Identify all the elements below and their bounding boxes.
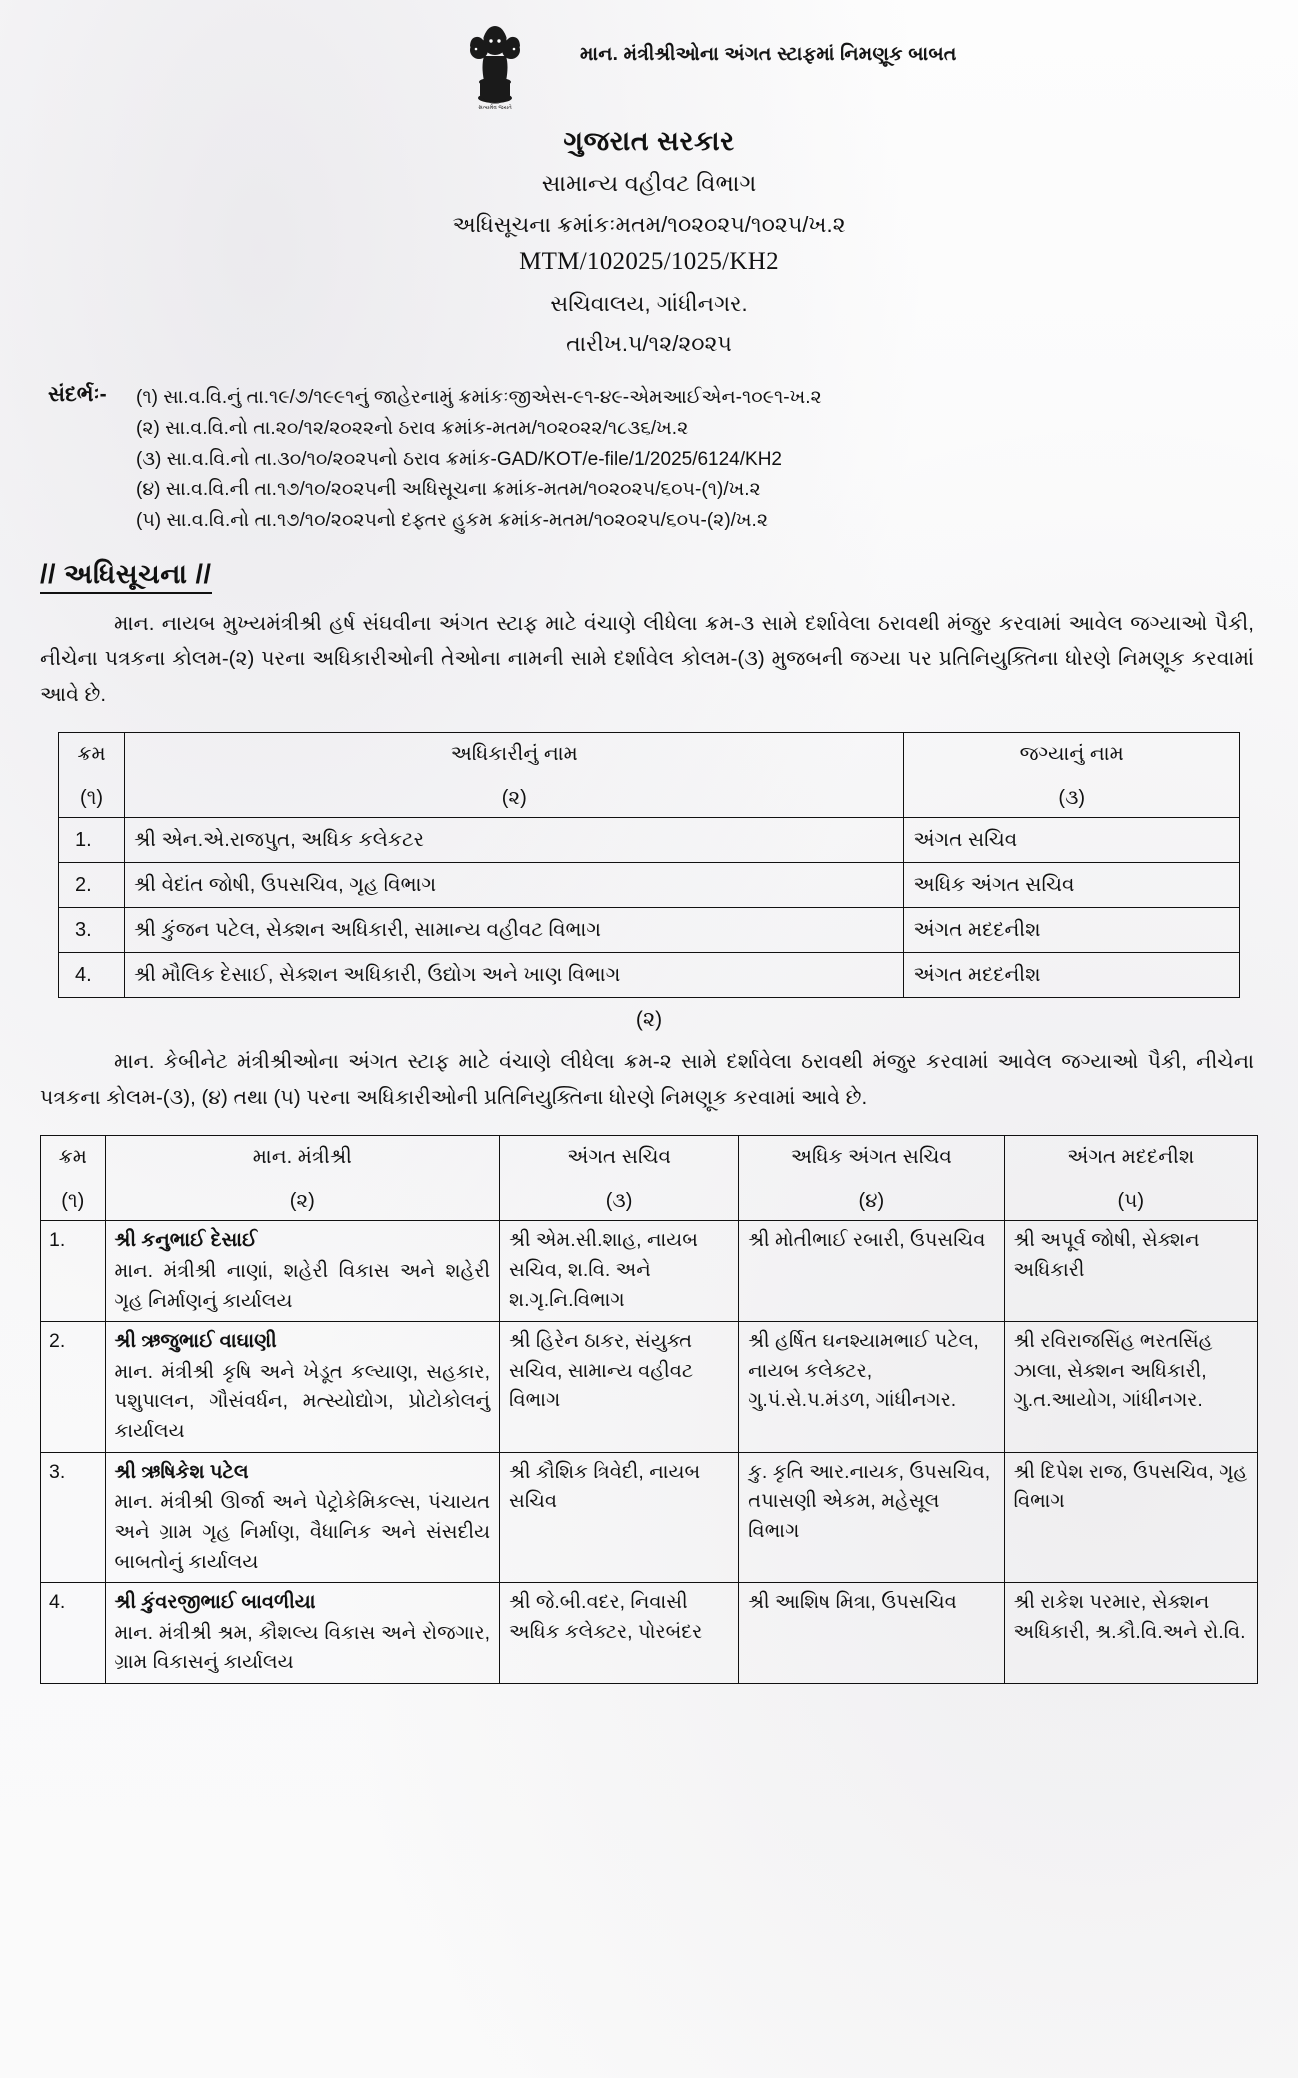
table-two-col-addl-personal-secretary xyxy=(739,1136,1004,1221)
notification-heading: // અધિસૂચના // xyxy=(40,559,212,594)
header-number: (૧) xyxy=(61,1190,85,1213)
table-row xyxy=(41,1452,1258,1583)
minister-name: શ્રી ઋજુભાઈ વાઘાણી xyxy=(114,1330,277,1353)
minister-name: શ્રી કુંવરજીભાઈ બાવળીયા xyxy=(114,1591,316,1614)
table-row xyxy=(41,1322,1258,1453)
reference-item: (૧) સા.વ.વિ.નું તા.૧૯/૭/૧૯૯૧નું જાહેરનામું ક્રમાંકઃજીએસ-૯૧-૪૯-એમઆઈએન-૧૦૯૧-ખ.૨ xyxy=(136,387,822,409)
india-state-emblem-icon xyxy=(460,16,530,112)
header-label: અંગત મદદનીશ xyxy=(1067,1146,1195,1169)
reference-item: (૫) સા.વ.વિ.નો તા.૧૭/૧૦/૨૦૨૫નો દફ્તર હુકમ ક્રમાંક-મતમ/૧૦૨૦૨૫/૬૦૫-(૨)/ખ.૨ xyxy=(136,510,768,532)
table-row xyxy=(59,953,1240,998)
references-list xyxy=(136,383,1258,537)
minister-cell xyxy=(105,1221,500,1322)
references-label: સંદર્ભઃ- xyxy=(48,383,107,407)
reference-item: (૨) સા.વ.વિ.નો તા.૨૦/૧૨/૨૦૨૨નો ઠરાવ ક્રમાંક-મતમ/૧૦૨૦૨૨/૧૮૩૬/ખ.૨ xyxy=(136,417,689,439)
minister-cell xyxy=(105,1583,500,1684)
table-row xyxy=(41,1583,1258,1684)
table-one-header-row xyxy=(59,733,1240,818)
serial-number: 4. xyxy=(41,1583,106,1684)
department-title: સામાન્ય વહીવટ વિભાગ xyxy=(541,170,757,197)
addl-personal-secretary: શ્રી હર્ષિત ઘનશ્યામભાઈ પટેલ, નાયબ કલેક્ટર, ગુ.પં.સે.પ.મંડળ, ગાંધીનગર. xyxy=(739,1322,1004,1453)
table-two-header-row xyxy=(41,1136,1258,1221)
table-two-col-personal-secretary xyxy=(500,1136,739,1221)
notification-number-gu: અધિસૂચના ક્રમાંકઃમતમ/૧૦૨૦૨૫/૧૦૨૫/ખ.૨ xyxy=(452,211,846,237)
header-label: ક્રમ xyxy=(58,1146,87,1169)
table-two-col-serial xyxy=(41,1136,106,1221)
personal-assistant: શ્રી દિપેશ રાજ, ઉપસચિવ, ગૃહ વિભાગ xyxy=(1004,1452,1257,1583)
personal-secretary: શ્રી એમ.સી.શાહ, નાયબ સચિવ, શ.વિ. અને શ.ગૃ.નિ.વિભાગ xyxy=(500,1221,739,1322)
table-two-col-personal-assistant xyxy=(1004,1136,1257,1221)
table-one-col-serial xyxy=(59,733,125,818)
reference-item: (૩) સા.વ.વિ.નો તા.૩૦/૧૦/૨૦૨૫નો ઠરાવ ક્રમાંક-GAD/KOT/e-file/1/2025/6124/KH2 xyxy=(136,448,782,470)
header-label: અંગત સચિવ xyxy=(567,1146,671,1169)
serial-number: 1. xyxy=(41,1221,106,1322)
header-number: (૪) xyxy=(858,1190,885,1213)
minister-office: માન. મંત્રીશ્રી નાણાં, શહેરી વિકાસ અને શહેરી ગૃહ નિર્માણનું કાર્યાલય xyxy=(114,1259,491,1312)
paragraph-two: માન. કેબીનેટ મંત્રીશ્રીઓના અંગત સ્ટાફ માટે વંચાણે લીધેલા ક્રમ-૨ સામે દર્શાવેલા ઠરાવથી મંજુર કરવામાં આવેલ જગ્યાઓ પૈકી, નીચેના પત્રકના કોલમ-(૩), (૪) તથા (૫) પરના અધિકારીઓની પ્રતિનિયુક્તિના ધોરણે નિમણૂક કરવામાં આવે છે. xyxy=(40,1050,1254,1109)
table-one-col-post-name xyxy=(904,733,1240,818)
personal-assistant: શ્રી અપૂર્વ જોષી, સેક્શન અધિકારી xyxy=(1004,1221,1257,1322)
table-row xyxy=(59,818,1240,863)
officer-name: શ્રી કુંજન પટેલ, સેક્શન અધિકારી, સામાન્ય વહીવટ વિભાગ xyxy=(125,908,904,953)
appointments-table-cabinet-ministers xyxy=(40,1135,1258,1684)
minister-office: માન. મંત્રીશ્રી શ્રમ, કૌશલ્ય વિકાસ અને રોજગાર, ગ્રામ વિકાસનું કાર્યાલય xyxy=(114,1621,491,1674)
header-label: જગ્યાનું નામ xyxy=(1019,743,1124,766)
officer-name: શ્રી મૌલિક દેસાઈ, સેક્શન અધિકારી, ઉદ્યોગ અને ખાણ વિભાગ xyxy=(125,953,904,998)
personal-secretary: શ્રી કૌશિક ત્રિવેદી, નાયબ સચિવ xyxy=(500,1452,739,1583)
officer-name: શ્રી વેદાંત જોષી, ઉપસચિવ, ગૃહ વિભાગ xyxy=(125,863,904,908)
header-label: ક્રમ xyxy=(77,743,106,766)
personal-secretary: શ્રી જે.બી.વદર, નિવાસી અધિક કલેક્ટર, પોરબંદર xyxy=(500,1583,739,1684)
officer-name: શ્રી એન.એ.રાજપુત, અધિક કલેકટર xyxy=(125,818,904,863)
header-number: (૫) xyxy=(1117,1190,1144,1213)
section-two-number: (૨) xyxy=(635,1008,663,1032)
minister-cell xyxy=(105,1322,500,1453)
header-label: અધિકારીનું નામ xyxy=(450,743,578,766)
minister-office: માન. મંત્રીશ્રી ઊર્જા અને પેટ્રોકેમિકલ્સ, પંચાયત અને ગ્રામ ગૃહ નિર્માણ, વૈધાનિક અને સંસદીય બાબતોનું કાર્યાલય xyxy=(114,1491,491,1573)
serial-number: 1. xyxy=(59,818,125,863)
references-block xyxy=(40,383,1258,537)
minister-name: શ્રી કનુભાઈ દેસાઈ xyxy=(114,1229,258,1252)
post-name: અંગત મદદનીશ xyxy=(904,908,1240,953)
table-two-col-minister xyxy=(105,1136,500,1221)
serial-number: 2. xyxy=(59,863,125,908)
table-row xyxy=(59,908,1240,953)
issuing-place: સચિવાલય, ગાંધીનગર. xyxy=(550,290,748,316)
paragraph-one: માન. નાયબ મુખ્યમંત્રીશ્રી હર્ષ સંઘવીના અંગત સ્ટાફ માટે વંચાણે લીધેલા ક્રમ-૩ સામે દર્શાવેલા ઠરાવથી મંજુર કરવામાં આવેલ જગ્યાઓ પૈકી, નીચેના પત્રકના કોલમ-(૨) પરના અધિકારીઓની તેઓના નામની સામે દર્શાવેલ કોલમ-(૩) મુજબની જગ્યા પર પ્રતિનિયુક્તિના ધોરણે નિમણૂક કરવામાં આવે છે. xyxy=(40,612,1254,706)
personal-assistant: શ્રી રવિરાજસિંહ ભરતસિંહ ઝાલા, સેક્શન અધિકારી, ગુ.ત.આયોગ, ગાંધીનગર. xyxy=(1004,1322,1257,1453)
header-number: (૧) xyxy=(79,787,104,810)
serial-number: 2. xyxy=(41,1322,106,1453)
table-one-col-officer-name xyxy=(125,733,904,818)
subject-line: માન. મંત્રીશ્રીઓના અંગત સ્ટાફમાં નિમણૂક બાબત xyxy=(580,44,957,65)
issue-date: તારીખ.૫/૧૨/૨૦૨૫ xyxy=(566,330,732,356)
header-label: અધિક અંગત સચિવ xyxy=(790,1146,952,1169)
government-title: ગુજરાત સરકાર xyxy=(563,126,735,156)
personal-secretary: શ્રી હિરેન ઠાકર, સંયુક્ત સચિવ, સામાન્ય વહીવટ વિભાગ xyxy=(500,1322,739,1453)
document-header xyxy=(40,0,1258,120)
notification-number-en: MTM/102025/1025/KH2 xyxy=(519,248,779,276)
header-number: (૩) xyxy=(1058,787,1086,810)
minister-office: માન. મંત્રીશ્રી કૃષિ અને ખેડૂત કલ્યાણ, સહકાર, પશુપાલન, ગૌસંવર્ધન, મત્સ્યોદ્યોગ, પ્રોટોકોલનું કાર્યાલય xyxy=(114,1360,491,1443)
serial-number: 3. xyxy=(59,908,125,953)
minister-name: શ્રી ઋષિકેશ પટેલ xyxy=(114,1460,249,1483)
appointments-table-deputy-cm xyxy=(58,732,1240,998)
minister-cell xyxy=(105,1452,500,1583)
emblem-motto: સત્યમેવ જયતે xyxy=(478,105,512,111)
table-row xyxy=(41,1221,1258,1322)
addl-personal-secretary: શ્રી મોતીભાઈ રબારી, ઉપસચિવ xyxy=(739,1221,1004,1322)
header-number: (૨) xyxy=(289,1190,315,1213)
addl-personal-secretary: શ્રી આશિષ મિત્રા, ઉપસચિવ xyxy=(739,1583,1004,1684)
post-name: અધિક અંગત સચિવ xyxy=(904,863,1240,908)
title-block xyxy=(40,122,1258,359)
header-number: (૩) xyxy=(605,1190,633,1213)
serial-number: 3. xyxy=(41,1452,106,1583)
personal-assistant: શ્રી રાકેશ પરમાર, સેક્શન અધિકારી, શ્ર.કૌ.વિ.અને રો.વિ. xyxy=(1004,1583,1257,1684)
post-name: અંગત સચિવ xyxy=(904,818,1240,863)
header-number: (૨) xyxy=(501,787,527,810)
table-row xyxy=(59,863,1240,908)
addl-personal-secretary: કુ. કૃતિ આર.નાયક, ઉપસચિવ, તપાસણી એકમ, મહેસૂલ વિભાગ xyxy=(739,1452,1004,1583)
reference-item: (૪) સા.વ.વિ.ની તા.૧૭/૧૦/૨૦૨૫ની અધિસૂચના ક્રમાંક-મતમ/૧૦૨૦૨૫/૬૦૫-(૧)/ખ.૨ xyxy=(136,479,761,501)
header-label: માન. મંત્રીશ્રી xyxy=(252,1146,352,1169)
serial-number: 4. xyxy=(59,953,125,998)
post-name: અંગત મદદનીશ xyxy=(904,953,1240,998)
